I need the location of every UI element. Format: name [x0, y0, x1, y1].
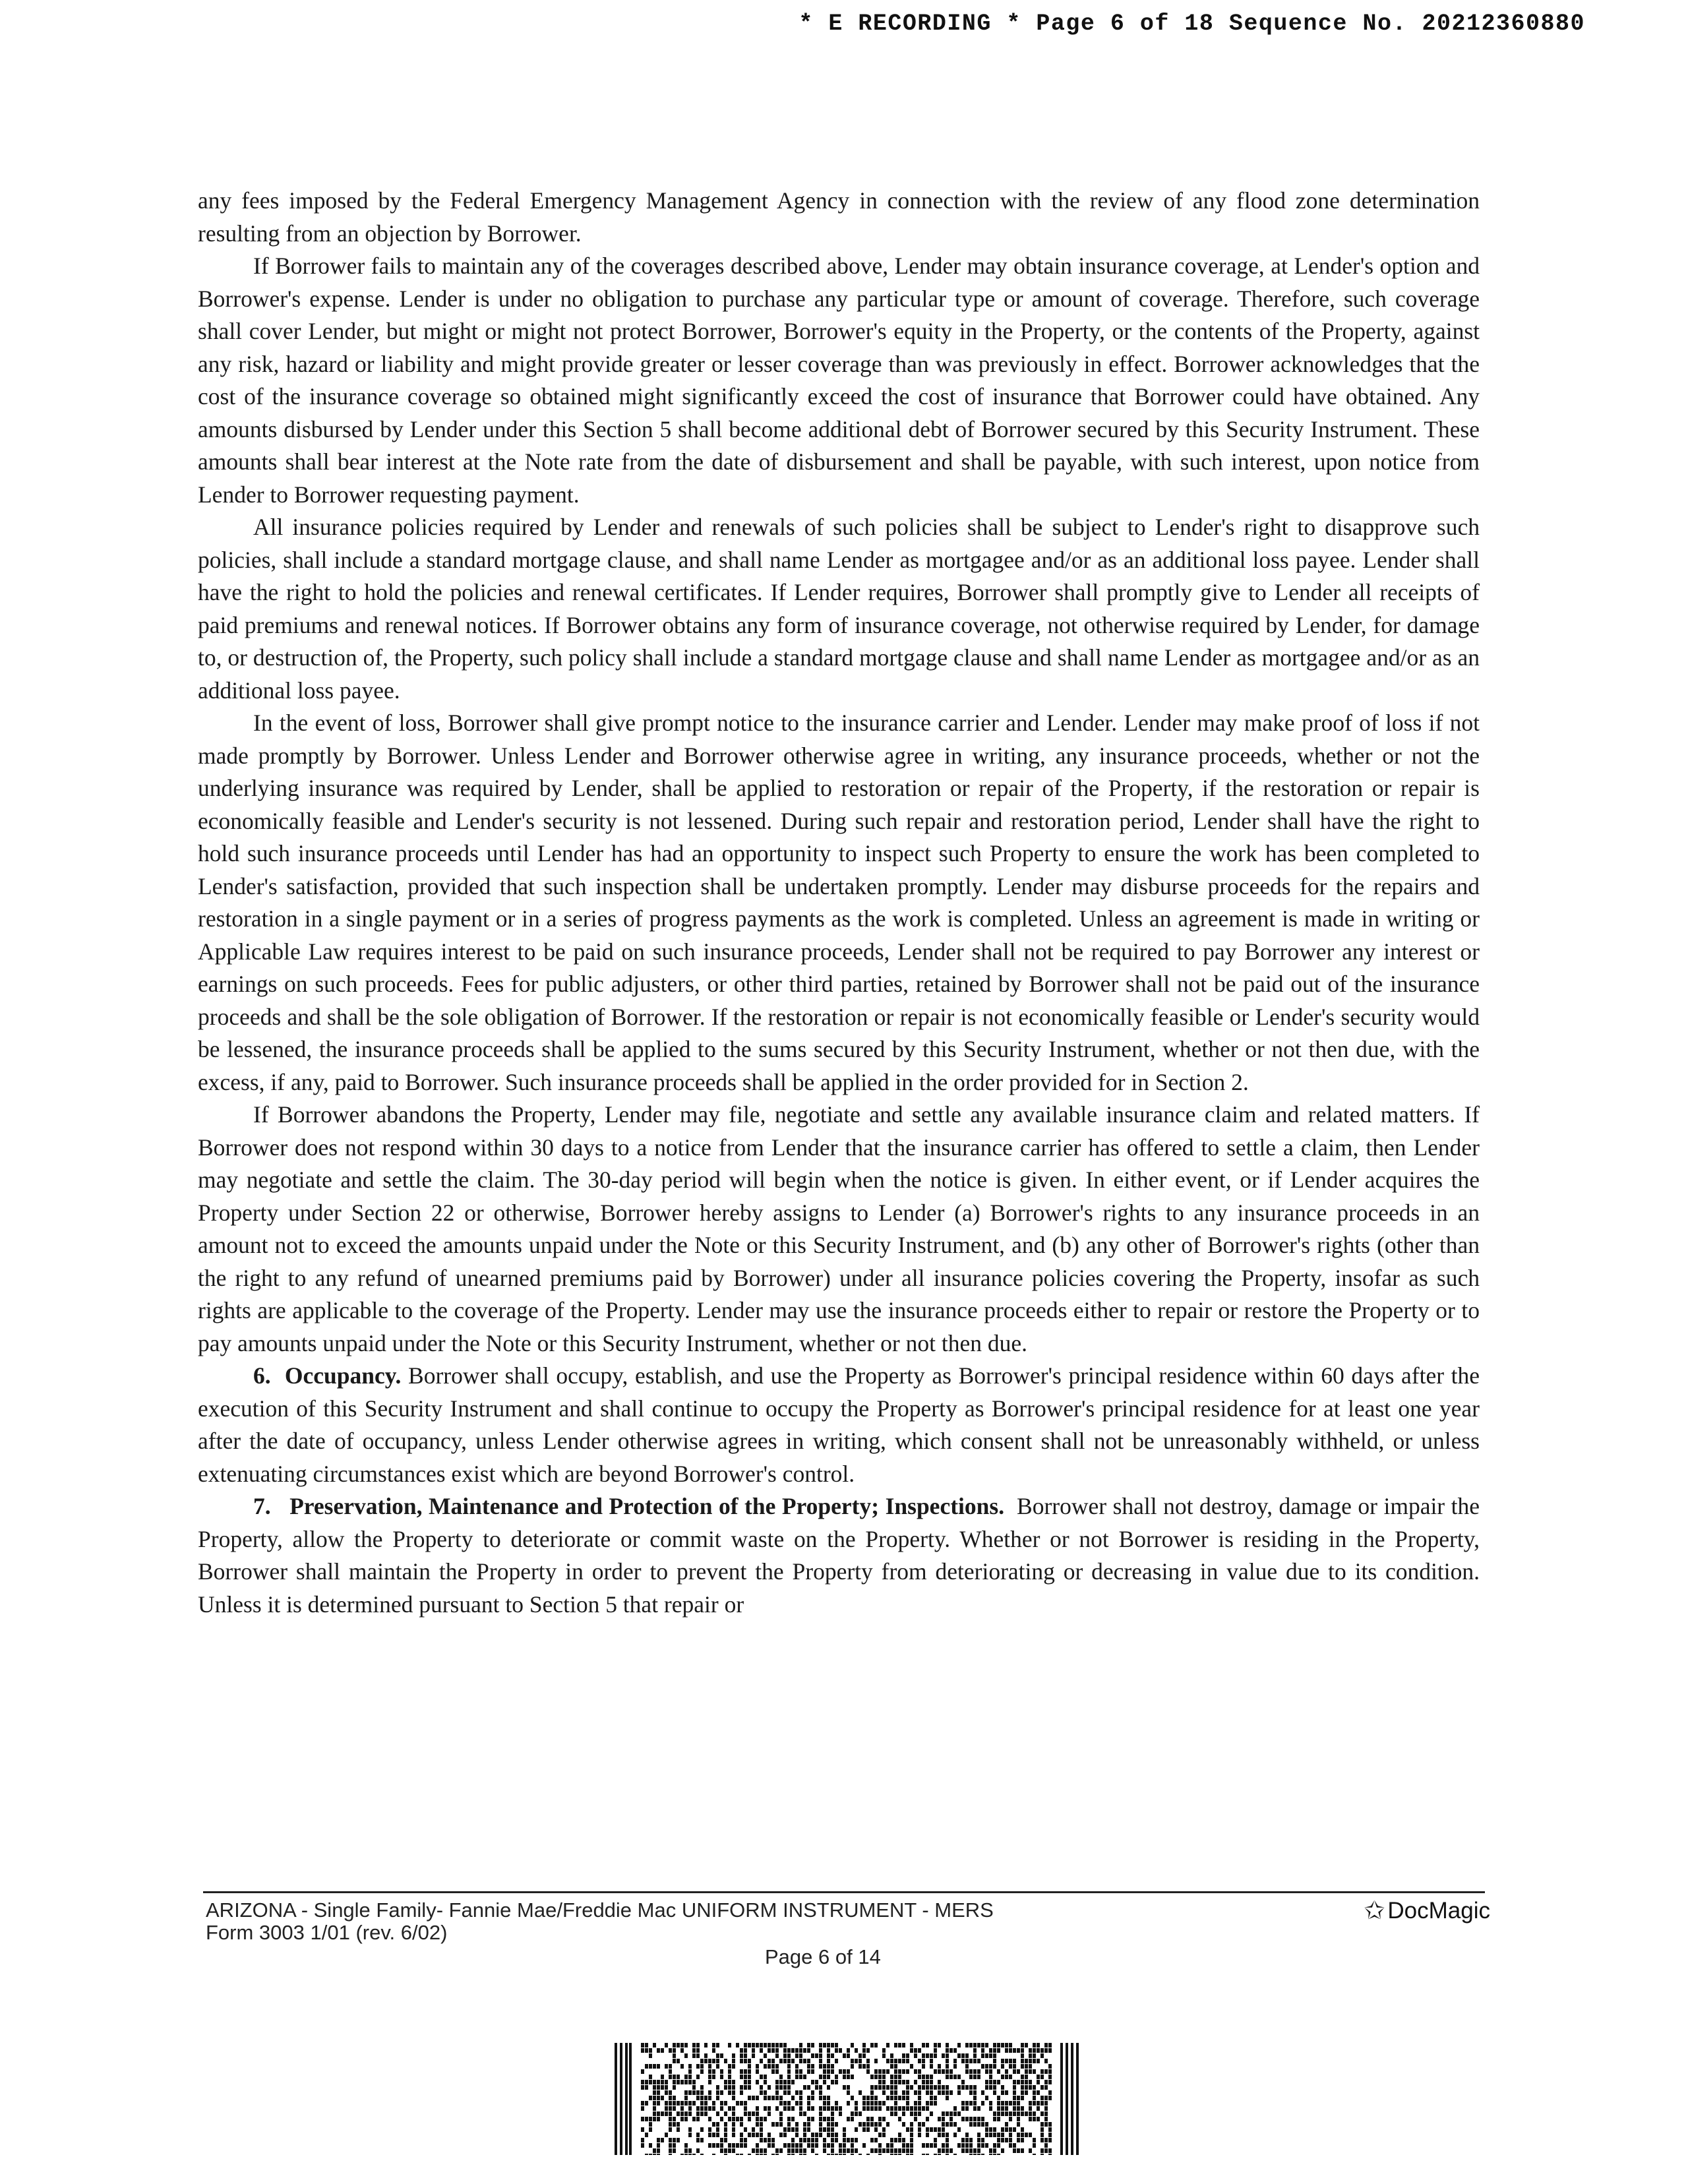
section-7	[198, 1490, 1480, 1621]
document-body	[198, 185, 1480, 1621]
section-title: Occupancy.	[284, 1362, 402, 1389]
paragraph: any fees imposed by the Federal Emergency Management Agency in connection with the review of any flood zone determination resulting from an objection by Borrower.	[198, 187, 1480, 247]
section-number: 6.	[253, 1362, 271, 1389]
form-line-2: Form 3003 1/01 (rev. 6/02)	[206, 1921, 448, 1944]
section-text: Borrower shall occupy, establish, and use the Property as Borrower's principal residence within 60 days after the execution of this Security Instrument and shall continue to occupy the Property as Borrower's principal residence for at least one year after the date of occupancy, unless Lender otherwise agrees in writing, which consent shall not be unreasonably withheld, or unless extenuating circumstances exist which are beyond Borrower's control.	[198, 1362, 1480, 1487]
star-icon: ✩	[1364, 1897, 1385, 1925]
page-number: Page 6 of 14	[765, 1945, 881, 1968]
paragraph: All insurance policies required by Lender and renewals of such policies shall be subject to Lender's right to disapprove such policies, shall include a standard mortgage clause, and shall name Lender as mortgagee and/or as an additional loss payee. Lender shall have the right to hold the policies and renewal certificates. If Lender requires, Borrower shall promptly give to Lender all receipts of paid premiums and renewal notices. If Borrower obtains any form of insurance coverage, not otherwise required by Lender, for damage to, or destruction of, the Property, such policy shall include a standard mortgage clause and shall name Lender as mortgagee and/or as an additional loss payee.	[198, 514, 1480, 704]
section-number: 7.	[253, 1493, 271, 1519]
paragraph: If Borrower fails to maintain any of the coverages described above, Lender may obtain insurance coverage, at Lender's option and Borrower's expense. Lender is under no obligation to purchase any particular type or amount of coverage. Therefore, such coverage shall cover Lender, but might or might not protect Borrower, Borrower's equity in the Property, or the contents of the Property, against any risk, hazard or liability and might provide greater or lesser coverage than was previously in effect. Borrower acknowledges that the cost of the insurance coverage so obtained might significantly exceed the cost of insurance that Borrower could have obtained. Any amounts disbursed by Lender under this Section 5 shall become additional debt of Borrower secured by this Security Instrument. These amounts shall bear interest at the Note rate from the date of disbursement and shall be payable, with such interest, upon notice from Lender to Borrower requesting payment.	[198, 253, 1480, 508]
paragraph: If Borrower abandons the Property, Lender may file, negotiate and settle any available insurance claim and related matters. If Borrower does not respond within 30 days to a notice from Lender that the insurance carrier has offered to settle a claim, then Lender may negotiate and settle the claim. The 30-day period will begin when the notice is given. In either event, or if Lender acquires the Property under Section 22 or otherwise, Borrower hereby assigns to Lender (a) Borrower's rights to any insurance proceeds in an amount not to exceed the amounts unpaid under the Note or this Security Instrument, and (b) any other of Borrower's rights (other than the right to any refund of unearned premiums paid by Borrower) under all insurance policies covering the Property, insofar as such rights are applicable to the coverage of the Property. Lender may use the insurance proceeds either to repair or restore the Property or to pay amounts unpaid under the Note or this Security Instrument, whether or not then due.	[198, 1101, 1480, 1356]
section-title: Preservation, Maintenance and Protection of the Property; Inspections.	[289, 1493, 1005, 1519]
form-identifier	[206, 1899, 994, 1944]
footer-divider	[203, 1891, 1485, 1893]
docmagic-logo	[1364, 1898, 1490, 1924]
paragraph: In the event of loss, Borrower shall give prompt notice to the insurance carrier and Lender. Lender may make proof of loss if not made promptly by Borrower. Unless Lender and Borrower otherwise agree in writing, any insurance proceeds, whether or not the underlying insurance was required by Lender, shall be applied to restoration or repair of the Property, if the restoration or repair is economically feasible and Lender's security is not lessened. During such repair and restoration period, Lender shall have the right to hold such insurance proceeds until Lender has had an opportunity to inspect such Property to ensure the work has been completed to Lender's satisfaction, provided that such inspection shall be undertaken promptly. Lender may disburse proceeds for the repairs and restoration in a single payment or in a series of progress payments as the work is completed. Unless an agreement is made in writing or Applicable Law requires interest to be paid on such insurance proceeds, Lender shall not be required to pay Borrower any interest or earnings on such proceeds. Fees for public adjusters, or other third parties, retained by Borrower shall not be paid out of the insurance proceeds and shall be the sole obligation of Borrower. If the restoration or repair is not economically feasible or Lender's security would be lessened, the insurance proceeds shall be applied to the sums secured by this Security Instrument, whether or not then due, with the excess, if any, paid to Borrower. Such insurance proceeds shall be applied in the order provided for in Section 2.	[198, 710, 1480, 1095]
brand-name: DocMagic	[1387, 1898, 1490, 1924]
recording-stamp: * E RECORDING * Page 6 of 18 Sequence No. 20212360880	[799, 11, 1585, 37]
form-line-1: ARIZONA - Single Family- Fannie Mae/Freddie Mac UNIFORM INSTRUMENT - MERS	[206, 1898, 994, 1922]
section-text: Borrower shall not destroy, damage or impair the Property, allow the Property to deteriorate or commit waste on the Property. Whether or not Borrower is residing in the Property, Borrower shall maintain the Property in order to prevent the Property from deteriorating or decreasing in value due to its condition. Unless it is determined pursuant to Section 5 that repair or	[198, 1493, 1480, 1618]
section-6	[198, 1360, 1480, 1490]
barcode-icon	[615, 2043, 1081, 2155]
